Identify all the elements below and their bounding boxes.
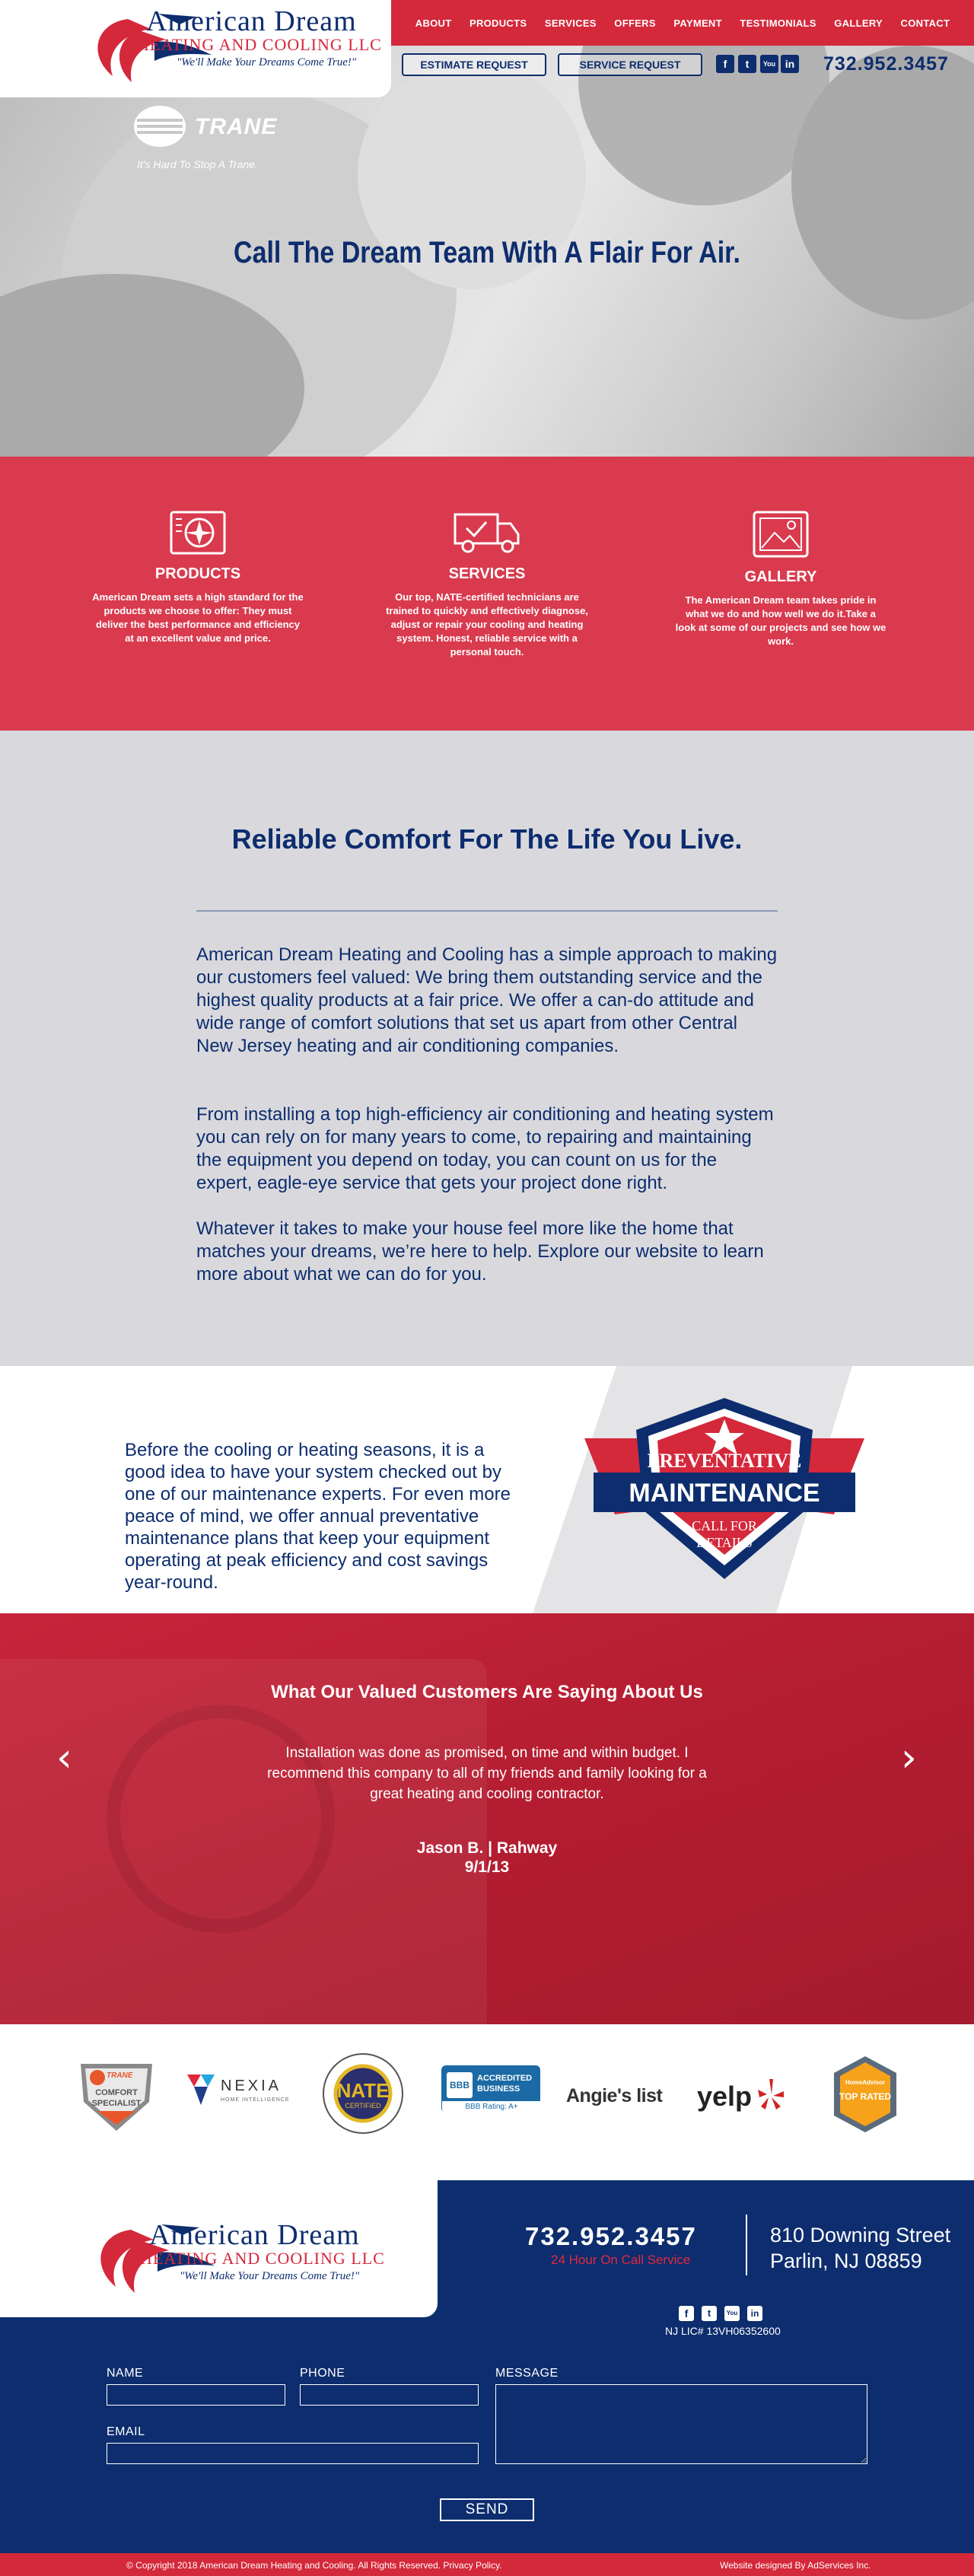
ac-unit-icon xyxy=(169,510,227,556)
footer-twitter-icon[interactable]: t xyxy=(702,2306,717,2321)
service-truck-icon xyxy=(453,510,521,556)
badge-maintenance-text: MAINTENANCE xyxy=(629,1479,820,1508)
nate-text: NATE xyxy=(336,2079,390,2102)
certifications-section xyxy=(0,2024,974,2180)
angies-list-logo[interactable]: Angie's list xyxy=(566,2085,663,2106)
hero-heading: Call The Dream Team With A Flair For Air. xyxy=(234,236,740,269)
phone-input[interactable] xyxy=(300,2384,479,2406)
footer-phone[interactable]: 732.952.3457 xyxy=(525,2222,697,2250)
email-input[interactable] xyxy=(107,2443,479,2464)
testimonials-title: What Our Valued Customers Are Saying About Us xyxy=(271,1682,703,1702)
trane-circle-icon xyxy=(131,103,189,149)
bbb-line2: BUSINESS xyxy=(477,2084,520,2094)
bbb-logo-icon: BBB xyxy=(447,2072,473,2098)
linkedin-icon[interactable]: in xyxy=(781,55,799,73)
header-phone[interactable]: 732.952.3457 xyxy=(823,53,949,75)
nav-contact[interactable]: CONTACT xyxy=(900,17,950,29)
feature-title: PRODUCTS xyxy=(154,565,241,582)
trane-badge-label: COMFORT xyxy=(95,2088,138,2097)
bbb-accredited-badge[interactable] xyxy=(441,2065,540,2113)
testimonial-author: Jason B. | Rahway xyxy=(416,1839,558,1857)
about-paragraph: Whatever it takes to make your house feel more like the home that matches your dreams, we’re here to help. Explore our website to learn more about what we can do for you. xyxy=(196,1218,764,1285)
feature-services[interactable] xyxy=(380,510,594,659)
feature-title: SERVICES xyxy=(448,565,526,582)
about-paragraph: American Dream Heating and Cooling has a simple approach to making our customers feel valued: We bring them outstanding service and the highest quality products at a fair price. We offer a can-do attitude and wide range of comfort solutions that set us apart from other Central New Jersey heating and air conditioning companies. xyxy=(196,944,778,1056)
designer-credit[interactable]: Website designed By AdServices Inc. xyxy=(720,2560,871,2571)
ac-unit-fan-grille xyxy=(107,1705,335,1933)
nexia-subtext: HOME INTELLIGENCE xyxy=(221,2097,290,2103)
yelp-burst-icon xyxy=(758,2079,784,2110)
copyright-bar xyxy=(0,2553,974,2576)
badge-call-text: CALL FOR xyxy=(692,1518,757,1533)
nexia-logo[interactable] xyxy=(187,2074,294,2111)
logo-subtitle: HEATING AND COOLING LLC xyxy=(137,35,382,54)
footer-address: 810 Downing Street Parlin, NJ 08859 xyxy=(770,2224,951,2272)
homeadvisor-text: HomeAdvisor xyxy=(845,2079,885,2086)
feature-text: The American Dream team takes pride in what we do and how well we do it.Take a look at some of our projects and see how we work. xyxy=(675,594,886,647)
nav-products[interactable]: PRODUCTS xyxy=(469,17,527,29)
logo-tagline: "We'll Make Your Dreams Come True!" xyxy=(177,56,357,68)
footer xyxy=(0,2180,974,2553)
bbb-rating: BBB Rating: A+ xyxy=(442,2101,541,2113)
preventative-maintenance-badge[interactable] xyxy=(584,1396,864,1579)
about-title: Reliable Comfort For The Life You Live. xyxy=(231,823,743,855)
footer-logo-subtitle: HEATING AND COOLING LLC xyxy=(140,2249,385,2268)
name-label: NAME xyxy=(107,2367,144,2380)
testimonial-prev-arrow-icon[interactable]: ‹ xyxy=(56,1735,72,1781)
email-label: EMAIL xyxy=(107,2425,145,2438)
copyright-text[interactable]: © Copyright 2018 American Dream Heating and Cooling. All Rights Reserved. Privacy Policy. xyxy=(126,2560,502,2571)
yelp-logo[interactable] xyxy=(697,2076,796,2114)
nate-subtext: CERTIFIED xyxy=(345,2102,381,2110)
maintenance-text: Before the cooling or heating seasons, it is a good idea to have your system checked out by one of our maintenance experts. For even more peace of mind, we offer annual preventative maintenance plans that keep your equipment operating at peak efficiency and cost savings year-round. xyxy=(125,1440,511,1593)
logo[interactable] xyxy=(0,0,391,97)
testimonial-next-arrow-icon[interactable]: › xyxy=(901,1735,917,1781)
footer-license: NJ LIC# 13VH06352600 xyxy=(665,2325,781,2337)
trane-brand: TRANE xyxy=(195,114,278,139)
message-label: MESSAGE xyxy=(495,2367,559,2380)
estimate-request-button[interactable]: ESTIMATE REQUEST xyxy=(402,53,546,76)
nexia-mark-icon xyxy=(187,2074,215,2105)
feature-text: Our top, NATE-certified technicians are trained to quickly and effectively diagnose, adjust or repair your cooling and heating system. Honest, reliable service with a personal touch. xyxy=(386,591,588,658)
footer-facebook-icon[interactable]: f xyxy=(679,2306,694,2321)
nav-about[interactable]: ABOUT xyxy=(415,17,452,29)
about-section xyxy=(0,731,974,1366)
nav-payment[interactable]: PAYMENT xyxy=(673,17,722,29)
trane-badge-label: SPECIALIST xyxy=(91,2099,142,2108)
youtube-icon[interactable]: You xyxy=(760,55,778,73)
badge-preventative-text: PREVENTATIVE xyxy=(647,1450,802,1472)
twitter-icon[interactable]: t xyxy=(738,55,756,73)
name-input[interactable] xyxy=(107,2384,285,2406)
phone-label: PHONE xyxy=(300,2367,345,2380)
nate-certified-badge[interactable] xyxy=(321,2052,405,2135)
feature-text: American Dream sets a high standard for the products we choose to offer: They must deliver the best performance and efficiency at an excellent value and price. xyxy=(92,591,304,644)
hero-section xyxy=(0,0,974,457)
nav-testimonials[interactable]: TESTIMONIALS xyxy=(740,17,816,29)
features-section xyxy=(0,457,974,731)
testimonial-date: 9/1/13 xyxy=(464,1858,510,1876)
footer-logo-tagline: "We'll Make Your Dreams Come True!" xyxy=(180,2270,360,2282)
testimonial-quote: Installation was done as promised, on time and within budget. I recommend this company to all of my friends and family looking for a great heating and cooling contractor. xyxy=(267,1745,707,1802)
footer-service-hours: 24 Hour On Call Service xyxy=(551,2253,691,2267)
homeadvisor-label: TOP RATED xyxy=(839,2091,891,2102)
logo-title: American Dream xyxy=(146,5,357,37)
trane-tagline: It's Hard To Stop A Trane. xyxy=(137,158,258,170)
homeadvisor-top-rated-badge[interactable] xyxy=(831,2055,899,2134)
nav-offers[interactable]: OFFERS xyxy=(614,17,656,29)
bbb-line1: ACCREDITED xyxy=(477,2074,533,2083)
trane-badge-brand: TRANE xyxy=(107,2071,133,2080)
feature-gallery[interactable] xyxy=(674,510,887,648)
nav-gallery[interactable]: GALLERY xyxy=(834,17,883,29)
badge-details-text: DETAILS xyxy=(696,1535,753,1550)
message-input[interactable] xyxy=(495,2384,867,2464)
facebook-icon[interactable]: f xyxy=(716,55,734,73)
footer-divider xyxy=(746,2215,747,2275)
service-request-button[interactable]: SERVICE REQUEST xyxy=(558,53,702,76)
trane-comfort-specialist-badge[interactable] xyxy=(75,2058,158,2134)
maintenance-section xyxy=(0,1366,974,1613)
feature-products[interactable] xyxy=(91,510,304,645)
testimonials-section xyxy=(0,1613,974,2024)
footer-linkedin-icon[interactable]: in xyxy=(747,2306,762,2321)
send-button[interactable]: SEND xyxy=(440,2498,534,2521)
nexia-text: NEXIA xyxy=(221,2078,282,2094)
yelp-text: yelp xyxy=(697,2081,753,2112)
footer-logo[interactable] xyxy=(0,2180,438,2317)
footer-logo-title: American Dream xyxy=(149,2219,360,2251)
footer-youtube-icon[interactable]: You xyxy=(724,2306,740,2321)
gallery-image-icon xyxy=(752,510,810,559)
nav-services[interactable]: SERVICES xyxy=(544,17,597,29)
main-nav xyxy=(391,0,974,46)
about-divider xyxy=(196,910,778,912)
about-paragraph: From installing a top high-efficiency air conditioning and heating system you can rely on for many years to come, to repairing and maintaining the equipment you depend on today, you can count on us for the expert, eagle-eye service that gets your project done right. xyxy=(196,1104,774,1193)
feature-title: GALLERY xyxy=(744,568,817,585)
